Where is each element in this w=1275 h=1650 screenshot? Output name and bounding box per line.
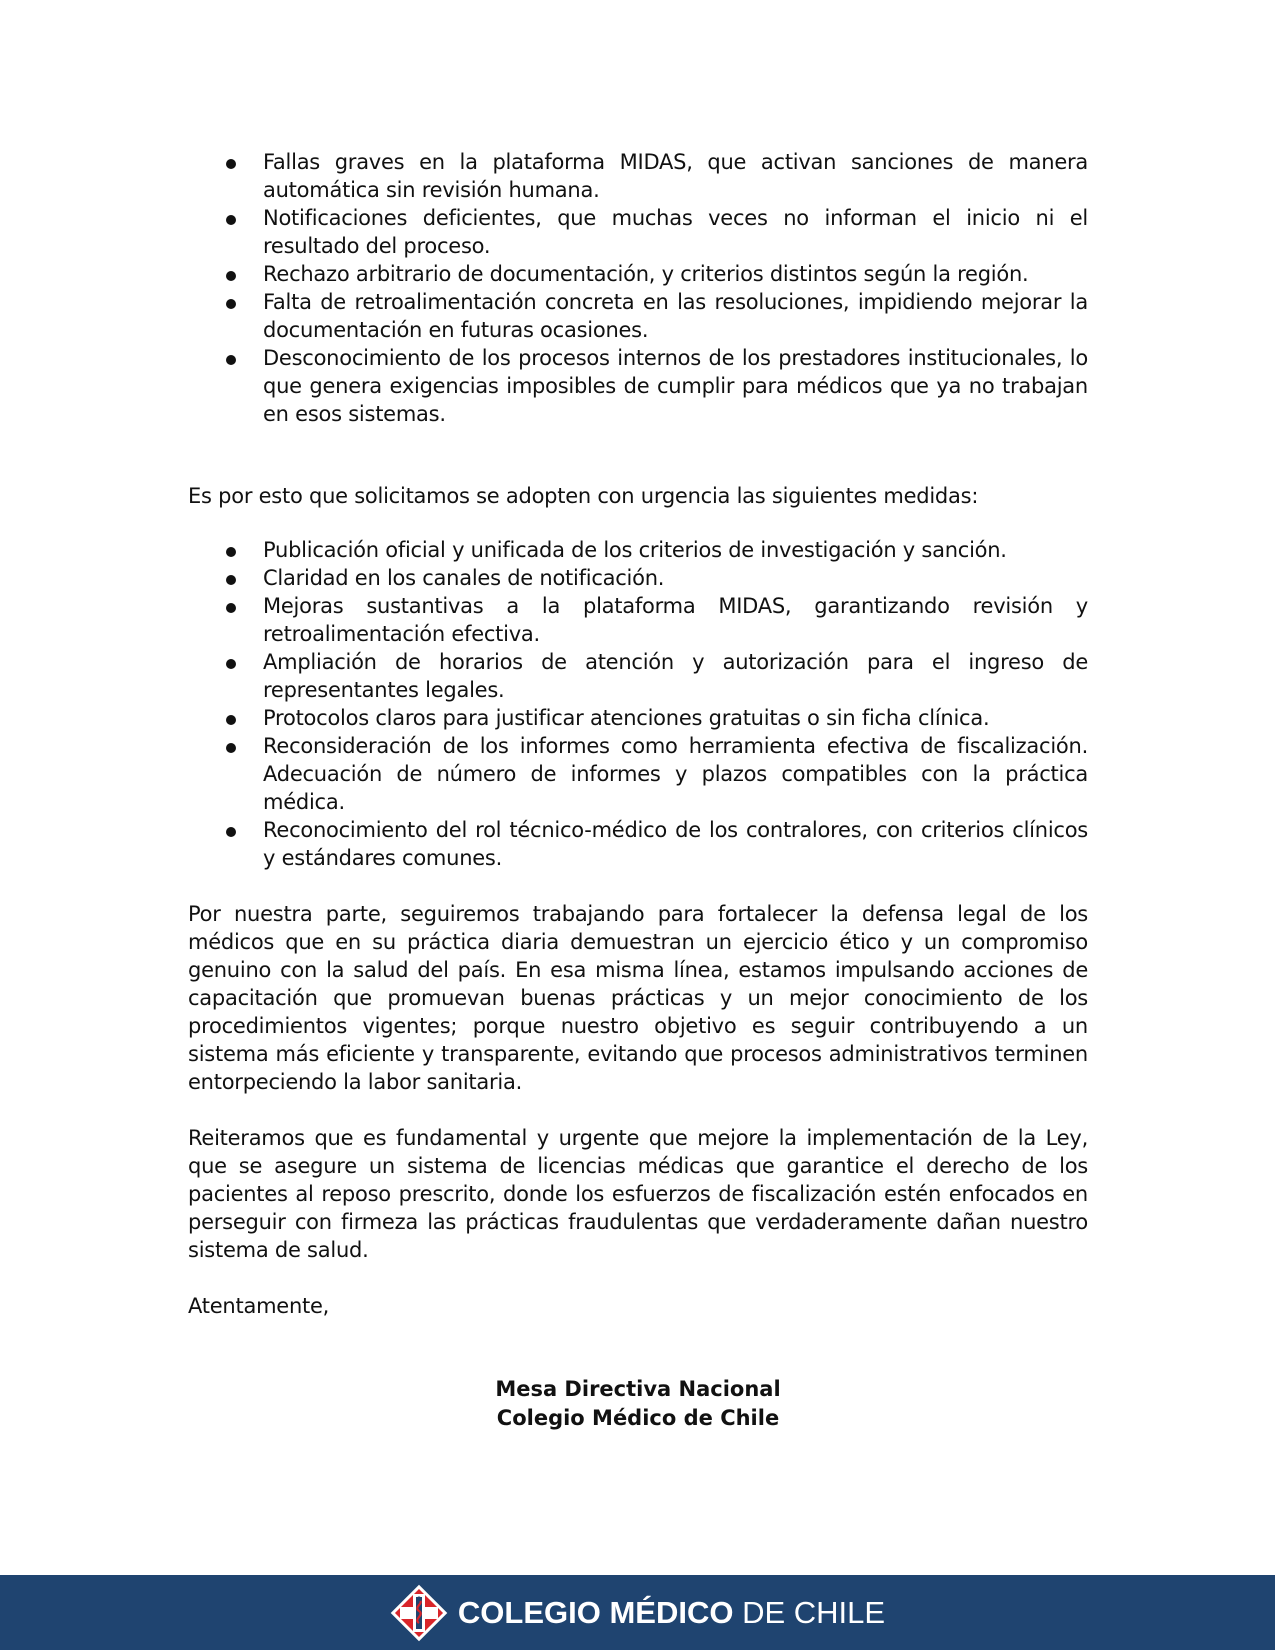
list-item-text: Protocolos claros para justificar atenciones gratuitas o sin ficha clínica.: [263, 706, 990, 730]
list-item-text: Reconsideración de los informes como herramienta efectiva de fiscalización. Adecuación de número de informes y plazos compatibles con la práctica médica.: [263, 734, 1088, 814]
footer-brand-light: DE CHILE: [733, 1594, 886, 1630]
list-item-text: Publicación oficial y unificada de los criterios de investigación y sanción.: [263, 538, 1007, 562]
list-item: [188, 288, 1088, 344]
signature-block: [188, 1375, 1088, 1433]
list-item-text: Rechazo arbitrario de documentación, y criterios distintos según la región.: [263, 262, 1029, 286]
problems-list: [188, 148, 1088, 428]
bullet-icon: [226, 159, 236, 169]
closing-salutation: Atentamente,: [188, 1294, 330, 1318]
bullet-icon: [226, 575, 236, 585]
list-item-text: Notificaciones deficientes, que muchas veces no informan el inicio ni el resultado del proceso.: [263, 206, 1088, 258]
paragraph-commitment: Por nuestra parte, seguiremos trabajando para fortalecer la defensa legal de los médicos que en su práctica diaria demuestran un ejercicio ético y un compromiso genuino con la salud del país. En esa misma línea, estamos impulsando acciones de capacitación que promuevan buenas prácticas y un mejor conocimiento de los procedimientos vigentes; porque nuestro objetivo es seguir contribuyendo a un sistema más eficiente y transparente, evitando que procesos administrativos terminen entorpeciendo la labor sanitaria.: [188, 902, 1088, 1094]
list-item: [188, 732, 1088, 816]
paragraph-reiteration: Reiteramos que es fundamental y urgente que mejore la implementación de la Ley, que se asegure un sistema de licencias médicas que garantice el derecho de los pacientes al reposo prescrito, donde los esfuerzos de fiscalización estén enfocados en perseguir con firmeza las prácticas fraudulentas que verdaderamente dañan nuestro sistema de salud.: [188, 1126, 1088, 1262]
bullet-icon: [226, 715, 236, 725]
list-item-text: Desconocimiento de los procesos internos de los prestadores institucionales, lo que genera exigencias imposibles de cumplir para médicos que ya no trabajan en esos sistemas.: [263, 346, 1088, 426]
bullet-icon: [226, 299, 236, 309]
list-item-text: Fallas graves en la plataforma MIDAS, que activan sanciones de manera automática sin revisión humana.: [263, 150, 1088, 202]
letter-body: [188, 148, 1088, 1433]
footer-brand-text: [458, 1595, 885, 1631]
bullet-icon: [226, 743, 236, 753]
list-item: [188, 204, 1088, 260]
bullet-icon: [226, 827, 236, 837]
list-item-text: Falta de retroalimentación concreta en las resoluciones, impidiendo mejorar la documentación en futuras ocasiones.: [263, 290, 1088, 342]
list-item: [188, 344, 1088, 428]
list-item: [188, 564, 1088, 592]
bullet-icon: [226, 355, 236, 365]
signature-line-1: Mesa Directiva Nacional: [495, 1377, 781, 1401]
list-item: [188, 260, 1088, 288]
list-item: [188, 148, 1088, 204]
list-item: [188, 816, 1088, 872]
colegio-medico-logo-icon: [390, 1584, 448, 1642]
footer-brand: [390, 1584, 885, 1642]
signature-line-2: Colegio Médico de Chile: [496, 1406, 780, 1430]
footer-brand-bold: COLEGIO MÉDICO: [457, 1594, 734, 1630]
list-item: [188, 536, 1088, 564]
footer-bar: [0, 1575, 1275, 1650]
bullet-icon: [226, 547, 236, 557]
list-item-text: Claridad en los canales de notificación.: [263, 566, 665, 590]
bullet-icon: [226, 271, 236, 281]
list-item: [188, 592, 1088, 648]
bullet-icon: [226, 659, 236, 669]
list-item: [188, 704, 1088, 732]
list-item-text: Reconocimiento del rol técnico-médico de los contralores, con criterios clínicos y estándares comunes.: [263, 818, 1088, 870]
list-item-text: Mejoras sustantivas a la plataforma MIDAS, garantizando revisión y retroalimentación efectiva.: [263, 594, 1088, 646]
bullet-icon: [226, 215, 236, 225]
list-item-text: Ampliación de horarios de atención y autorización para el ingreso de representantes legales.: [263, 650, 1088, 702]
bullet-icon: [226, 603, 236, 613]
measures-intro: Es por esto que solicitamos se adopten con urgencia las siguientes medidas:: [188, 484, 979, 508]
list-item: [188, 648, 1088, 704]
measures-list: [188, 536, 1088, 872]
